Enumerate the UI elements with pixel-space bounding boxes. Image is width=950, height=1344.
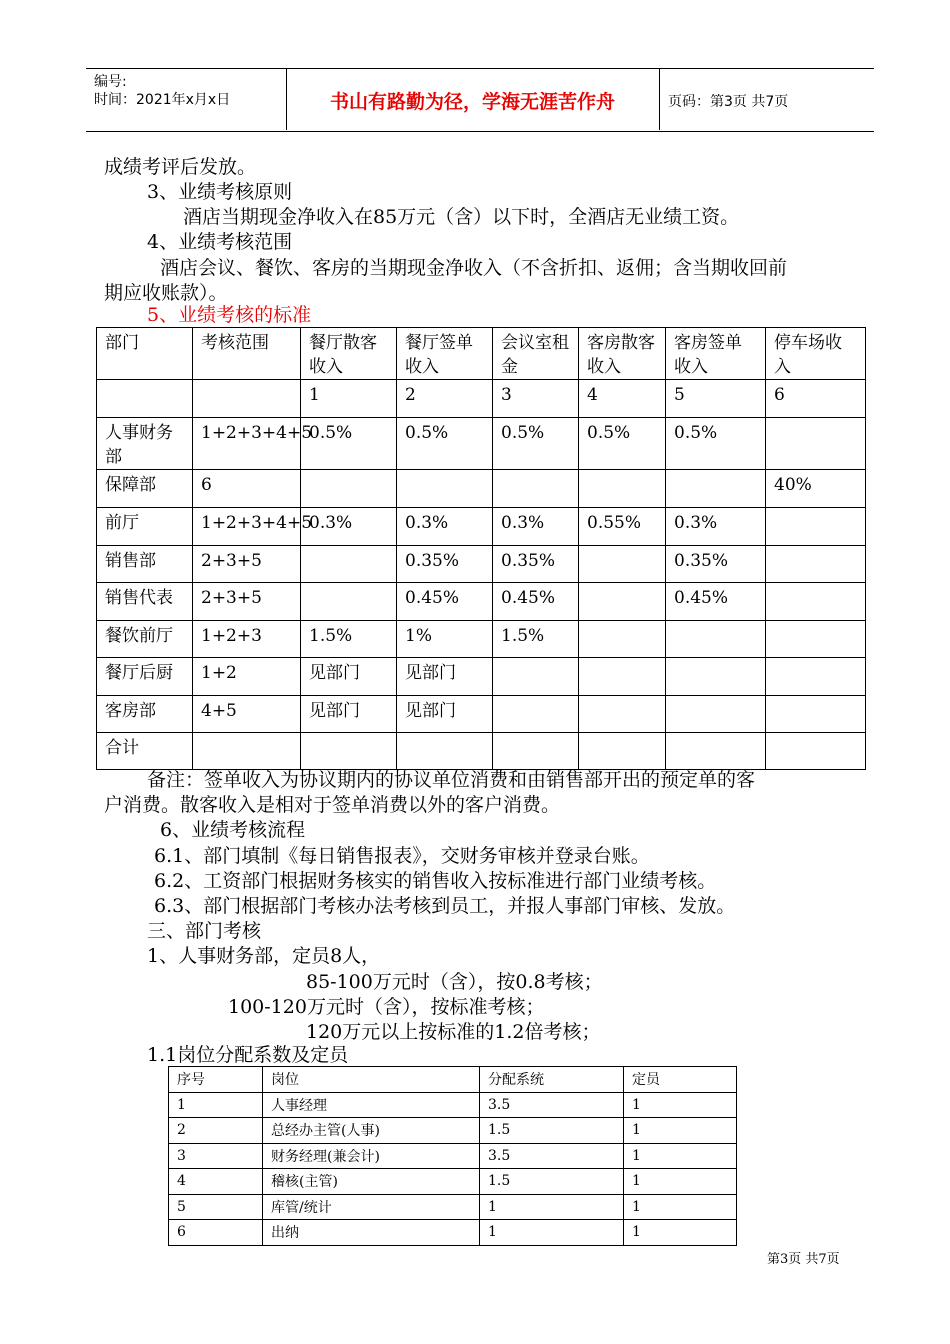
table-cell: 出纳 xyxy=(263,1220,480,1246)
table-cell: 0.3% xyxy=(666,508,766,546)
table-cell xyxy=(766,658,866,696)
table-row xyxy=(169,1143,737,1169)
table-cell xyxy=(766,508,866,546)
table-cell: 见部门 xyxy=(397,658,493,696)
table-row xyxy=(169,1169,737,1195)
table-cell xyxy=(579,583,666,621)
section-heading-red: 5、业绩考核的标准 xyxy=(147,304,312,326)
table-header-cell: 岗位 xyxy=(263,1067,480,1093)
header-page-number: 页码：第3页 共7页 xyxy=(668,94,789,110)
table-cell: 1+2+3+4+5 xyxy=(193,418,301,470)
table-header-cell: 客房散客收入 xyxy=(579,328,666,380)
paragraph-line: 户消费。散客收入是相对于签单消费以外的客户消费。 xyxy=(104,794,561,816)
table-cell xyxy=(301,733,397,770)
table-cell: 4 xyxy=(579,380,666,418)
page-footer: 第3页 共7页 xyxy=(767,1252,840,1267)
table-cell: 6 xyxy=(766,380,866,418)
header-motto: 书山有路勤为径，学海无涯苦作舟 xyxy=(329,91,615,113)
table-cell xyxy=(97,380,193,418)
table-cell: 见部门 xyxy=(301,696,397,733)
table-cell: 1+2 xyxy=(193,658,301,696)
table-header-row xyxy=(169,1067,737,1093)
table-header-cell: 餐厅签单收入 xyxy=(397,328,493,380)
table-cell: 3.5 xyxy=(480,1143,624,1169)
table-cell: 1 xyxy=(169,1092,263,1118)
table-cell: 2 xyxy=(397,380,493,418)
table-cell xyxy=(666,621,766,658)
table-cell: 5 xyxy=(169,1194,263,1220)
paragraph-line: 120万元以上按标准的1.2倍考核； xyxy=(306,1021,601,1043)
section-heading: 1.1岗位分配系数及定员 xyxy=(147,1044,349,1066)
table-cell xyxy=(766,696,866,733)
table-cell: 1.5% xyxy=(493,621,579,658)
table-cell xyxy=(493,733,579,770)
table-cell xyxy=(766,546,866,583)
table-cell: 0.5% xyxy=(301,418,397,470)
paragraph-line: 6.1、部门填制《每日销售报表》，交财务审核并登录台账。 xyxy=(154,845,650,867)
table-cell: 人事经理 xyxy=(263,1092,480,1118)
paragraph-line: 6.2、工资部门根据财务核实的销售收入按标准进行部门业绩考核。 xyxy=(154,870,717,892)
section-heading: 4、业绩考核范围 xyxy=(147,231,293,253)
table-cell: 0.3% xyxy=(493,508,579,546)
table-cell xyxy=(766,583,866,621)
paragraph-line: 6.3、部门根据部门考核办法考核到员工，并报人事部门审核、发放。 xyxy=(154,895,736,917)
table-cell xyxy=(666,658,766,696)
table-cell: 3.5 xyxy=(480,1092,624,1118)
table-cell: 合计 xyxy=(97,733,193,770)
table-cell xyxy=(301,470,397,508)
table-cell: 餐饮前厅 xyxy=(97,621,193,658)
table-cell: 0.45% xyxy=(397,583,493,621)
table-cell xyxy=(493,696,579,733)
table-cell xyxy=(301,546,397,583)
table-cell: 1.5 xyxy=(480,1169,624,1195)
table-cell: 1 xyxy=(624,1220,737,1246)
table-cell: 1% xyxy=(397,621,493,658)
paragraph-line: 1、人事财务部，定员8人， xyxy=(147,945,381,967)
table-row xyxy=(97,583,866,621)
table-cell: 0.35% xyxy=(397,546,493,583)
table-cell: 1 xyxy=(480,1194,624,1220)
table-cell xyxy=(666,733,766,770)
table-row xyxy=(169,1118,737,1144)
table-cell: 销售代表 xyxy=(97,583,193,621)
table-cell: 库管/统计 xyxy=(263,1194,480,1220)
table-cell: 前厅 xyxy=(97,508,193,546)
table-header-cell: 部门 xyxy=(97,328,193,380)
table-cell: 6 xyxy=(169,1220,263,1246)
table-cell xyxy=(766,621,866,658)
paragraph-line: 备注：签单收入为协议期内的协议单位消费和由销售部开出的预定单的客 xyxy=(147,769,756,791)
table-header-cell: 停车场收入 xyxy=(766,328,866,380)
table-row xyxy=(97,418,866,470)
table-cell: 0.55% xyxy=(579,508,666,546)
table-cell: 0.45% xyxy=(666,583,766,621)
table-cell xyxy=(193,733,301,770)
table-cell xyxy=(766,418,866,470)
table-row xyxy=(169,1092,737,1118)
table-cell: 0.45% xyxy=(493,583,579,621)
paragraph-line: 成绩考评后发放。 xyxy=(104,156,257,178)
table-row xyxy=(97,546,866,583)
table-cell: 1+2+3 xyxy=(193,621,301,658)
table-cell: 0.5% xyxy=(397,418,493,470)
table-header-cell: 分配系统 xyxy=(480,1067,624,1093)
table-header-row xyxy=(97,328,866,380)
table-cell: 0.3% xyxy=(397,508,493,546)
table-row xyxy=(97,621,866,658)
table-cell: 1.5 xyxy=(480,1118,624,1144)
table-cell: 销售部 xyxy=(97,546,193,583)
header-divider xyxy=(659,69,660,130)
paragraph-line: 100-120万元时（含），按标准考核； xyxy=(228,996,545,1018)
page-header xyxy=(86,68,874,132)
table-cell: 保障部 xyxy=(97,470,193,508)
table-cell xyxy=(493,470,579,508)
table-cell: 稽核(主管) xyxy=(263,1169,480,1195)
table-header-cell: 考核范围 xyxy=(193,328,301,380)
table-cell: 0.3% xyxy=(301,508,397,546)
paragraph-line: 酒店会议、餐饮、客房的当期现金净收入（不含折扣、返佣；含当期收回前 xyxy=(160,257,788,279)
table-row xyxy=(169,1194,737,1220)
section-heading: 3、业绩考核原则 xyxy=(147,181,293,203)
table-cell: 0.5% xyxy=(579,418,666,470)
table-cell: 总经办主管(人事) xyxy=(263,1118,480,1144)
table-cell xyxy=(493,658,579,696)
table-cell: 2 xyxy=(169,1118,263,1144)
table-cell: 0.5% xyxy=(666,418,766,470)
table-header-cell: 餐厅散客收入 xyxy=(301,328,397,380)
table-cell xyxy=(579,733,666,770)
table-header-cell: 序号 xyxy=(169,1067,263,1093)
table-cell xyxy=(579,470,666,508)
paragraph-line: 酒店当期现金净收入在85万元（含）以下时，全酒店无业绩工资。 xyxy=(183,206,740,228)
header-number: 编号: xyxy=(94,74,127,90)
table-cell xyxy=(766,733,866,770)
table-cell: 1 xyxy=(624,1118,737,1144)
table-cell xyxy=(397,733,493,770)
table-cell: 2+3+5 xyxy=(193,546,301,583)
table-cell: 客房部 xyxy=(97,696,193,733)
table-row xyxy=(97,470,866,508)
header-meta xyxy=(94,73,284,109)
section-heading: 三、部门考核 xyxy=(147,920,262,942)
table-cell: 1 xyxy=(624,1092,737,1118)
table-cell xyxy=(579,658,666,696)
table-row xyxy=(97,380,866,418)
table-row xyxy=(97,658,866,696)
table-cell: 1 xyxy=(624,1143,737,1169)
table-cell: 0.35% xyxy=(493,546,579,583)
table-cell: 0.35% xyxy=(666,546,766,583)
table-cell: 4 xyxy=(169,1169,263,1195)
table-row xyxy=(97,696,866,733)
table-cell: 5 xyxy=(666,380,766,418)
paragraph-line: 85-100万元时（含），按0.8考核； xyxy=(306,971,603,993)
table-row xyxy=(169,1220,737,1246)
table-cell: 6 xyxy=(193,470,301,508)
table-row xyxy=(97,508,866,546)
header-time: 时间：2021年x月x日 xyxy=(94,92,231,108)
position-coefficient-table xyxy=(168,1066,737,1246)
table-cell: 1 xyxy=(624,1169,737,1195)
table-cell: 1+2+3+4+5 xyxy=(193,508,301,546)
table-cell: 3 xyxy=(169,1143,263,1169)
paragraph-line: 期应收账款）。 xyxy=(104,282,228,304)
table-cell xyxy=(193,380,301,418)
table-cell: 1.5% xyxy=(301,621,397,658)
table-cell: 见部门 xyxy=(301,658,397,696)
table-header-cell: 会议室租金 xyxy=(493,328,579,380)
table-cell xyxy=(579,696,666,733)
table-cell: 餐厅后厨 xyxy=(97,658,193,696)
table-header-cell: 定员 xyxy=(624,1067,737,1093)
table-cell: 1 xyxy=(624,1194,737,1220)
table-cell xyxy=(397,470,493,508)
table-cell: 2+3+5 xyxy=(193,583,301,621)
table-row xyxy=(97,733,866,770)
table-cell: 见部门 xyxy=(397,696,493,733)
table-cell xyxy=(579,546,666,583)
table-cell: 1 xyxy=(301,380,397,418)
table-cell xyxy=(579,621,666,658)
table-cell: 1 xyxy=(480,1220,624,1246)
table-cell: 3 xyxy=(493,380,579,418)
performance-standard-table xyxy=(96,327,866,770)
table-cell xyxy=(301,583,397,621)
table-cell xyxy=(666,470,766,508)
table-cell: 0.5% xyxy=(493,418,579,470)
section-heading: 6、业绩考核流程 xyxy=(160,819,306,841)
table-cell: 人事财务部 xyxy=(97,418,193,470)
table-header-cell: 客房签单收入 xyxy=(666,328,766,380)
table-cell: 40% xyxy=(766,470,866,508)
table-cell: 财务经理(兼会计) xyxy=(263,1143,480,1169)
table-cell: 4+5 xyxy=(193,696,301,733)
table-cell xyxy=(666,696,766,733)
